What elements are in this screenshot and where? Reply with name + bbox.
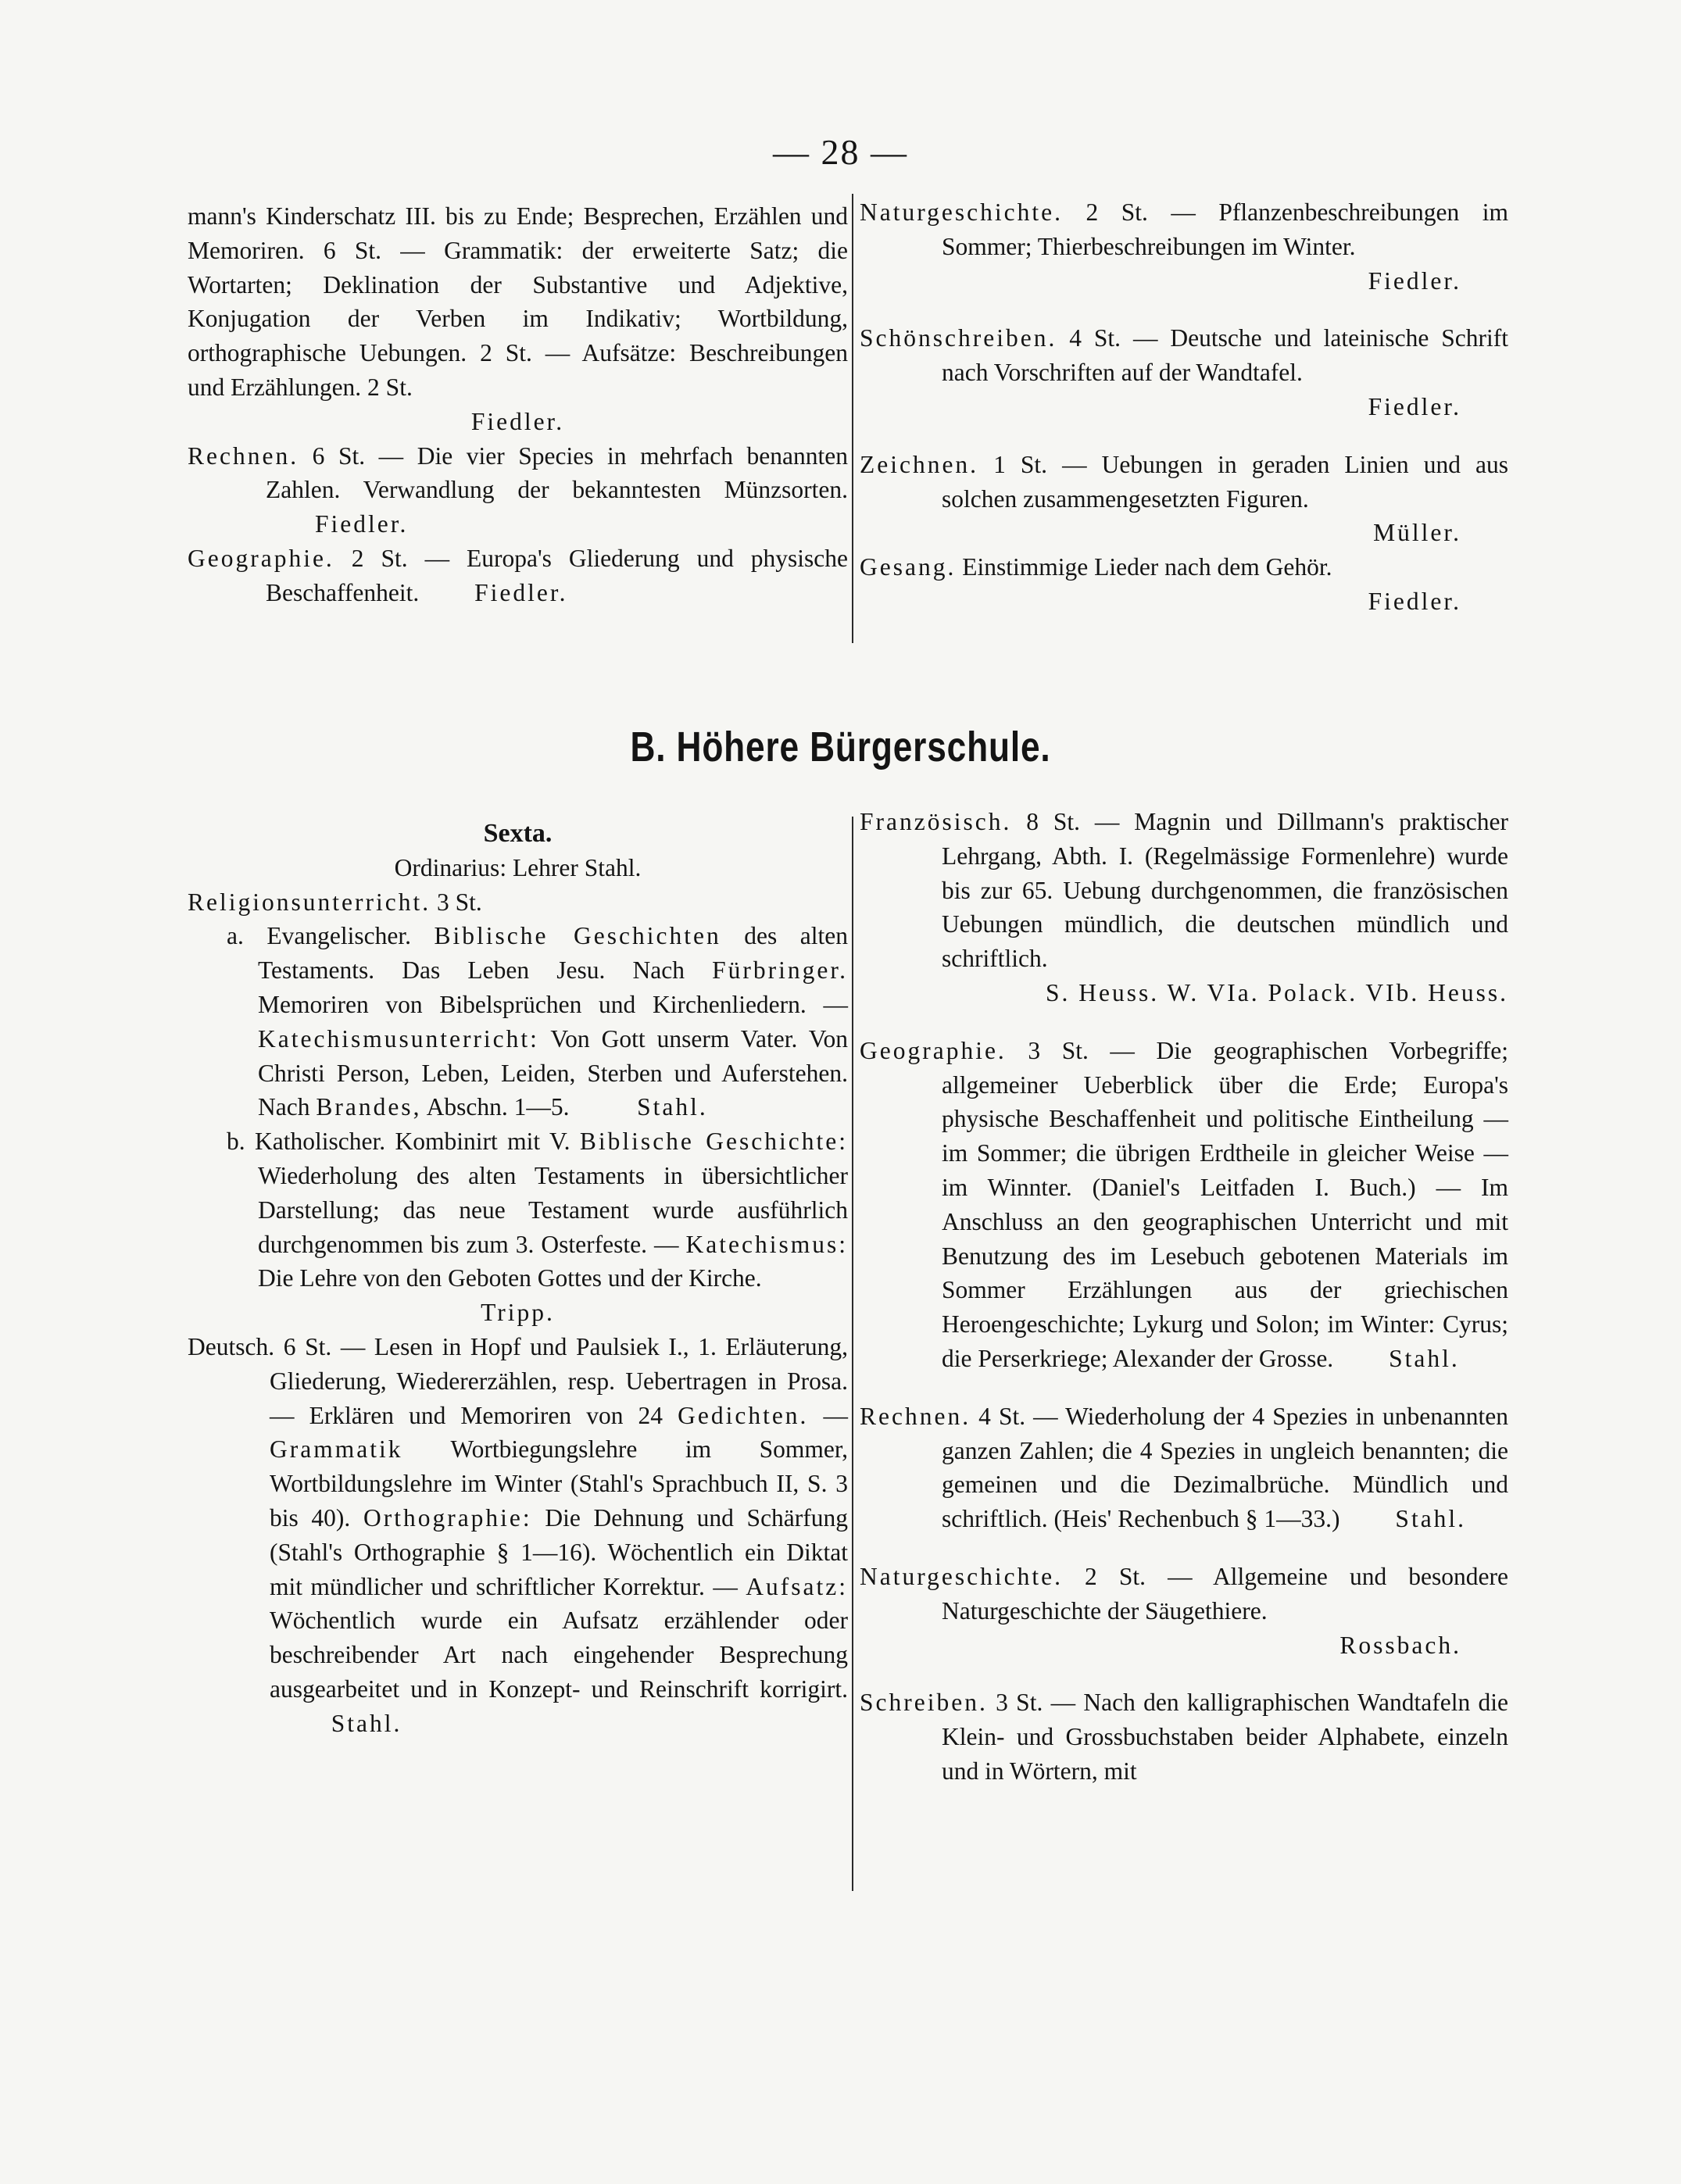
section-title: B. Höhere Bürgerschule. — [630, 724, 1051, 770]
signature: Fiedler. — [474, 578, 568, 606]
signature: S. Heuss. W. VIa. Polack. VIb. Heuss. — [1046, 978, 1508, 1006]
signature: Fiedler. — [1368, 587, 1461, 615]
religion-heading: Religionsunterricht. 3 St. — [188, 888, 482, 916]
class-title: Sexta. — [483, 819, 553, 848]
signature: Stahl. — [1395, 1505, 1467, 1533]
subject-heading: Naturgeschichte. — [860, 1562, 1063, 1590]
top-left-column — [188, 199, 848, 610]
rechnen-entry: Rechnen. 4 St. — Wiederholung der 4 Spezies in unbenannten ganzen Zahlen; die 4 Spezies in ungleich benannten; die gemeinen und die Dezimalbrüche. Mündlich und schriftlich. (Heis' Rechenbuch § 1—33.) Stahl. — [860, 1402, 1508, 1533]
zeichnen-entry: Zeichnen. 1 St. — Uebungen in geraden Linien und aus solchen zusammengesetzten Figuren. — [860, 450, 1508, 513]
signature: Stahl. — [331, 1709, 402, 1737]
subject-heading: Geographie. — [860, 1036, 1007, 1064]
continued-text: mann's Kinderschatz III. bis zu Ende; Besprechen, Erzählen und Memoriren. 6 St. — Grammatik: der erweiterte Satz; die Wortarten; Deklination der Substantive und Adjektive, Konjugation der Verben im Indikativ; Wortbildung, orthographische Uebungen. 2 St. — Aufsätze: Beschreibungen und Erzählungen. 2 St. — [188, 202, 848, 401]
subject-heading: Naturgeschichte. — [860, 198, 1063, 226]
geographie-entry: Geographie. 2 St. — Europa's Gliederung und physische Beschaffenheit. Fiedler. — [188, 544, 849, 606]
signature: Fiedler. — [315, 510, 409, 538]
deutsch-entry: Deutsch. 6 St. — Lesen in Hopf und Paulsiek I., 1. Erläuterung, Gliederung, Wiedererzählen, resp. Uebertragen in Prosa. — Erklären und Memoriren von 24 Gedichten. — Grammatik Wortbiegungslehre im Sommer, Wortbildungslehre im Winter (Stahl's Sprachbuch II, S. 3 bis 40). Orthographie: Die Dehnung und Schärfung (Stahl's Orthographie § 1—16). Wöchentlich ein Diktat mit mündlicher und schriftlicher Korrektur. — Aufsatz: Wöchentlich wurde ein Aufsatz erzählender oder beschreibender Art nach eingehender Besprechung ausgearbeitet und in Konzept- und Reinschrift korrigirt. Stahl. — [188, 1332, 849, 1737]
schreiben-entry: Schreiben. 3 St. — Nach den kalligraphischen Wandtafeln die Klein- und Grossbuchstaben beider Alphabete, einzeln und in Wörtern, mit — [860, 1689, 1509, 1785]
subject-heading: Rechnen. — [860, 1402, 971, 1430]
signature: Stahl. — [637, 1093, 708, 1121]
column-divider-top — [852, 194, 853, 643]
bottom-right-column — [860, 805, 1508, 1789]
schoenschreiben-entry: Schönschreiben. 4 St. — Deutsche und lateinische Schrift nach Vorschriften auf der Wandtafel. — [860, 324, 1508, 387]
geographie-entry: Geographie. 3 St. — Die geographischen Vorbegriffe; allgemeiner Ueberblick über die Erde; Europa's physische Beschaffenheit und politische Eintheilung — im Sommer; die übrigen Erdtheile in gleicher Weise — im Winnter. (Daniel's Leitfaden I. Buch.) — Im Anschluss an den geographischen Unterricht und mit Benutzung des im Lesebuch gebotenen Materials im Sommer Erzählungen aus der griechischen Heroengeschichte; Lykurg und Solon; im Winter: Cyrus; die Perserkriege; Alexander der Grosse. Stahl. — [860, 1036, 1509, 1372]
column-divider-bottom — [852, 817, 853, 1891]
bottom-left-column — [188, 817, 848, 1741]
subject-heading: Gesang. — [860, 553, 957, 581]
signature: Tripp. — [481, 1299, 555, 1327]
ordinarius: Ordinarius: Lehrer Stahl. — [394, 853, 642, 881]
signature: Rossbach. — [1339, 1631, 1461, 1659]
naturgeschichte-entry: Naturgeschichte. 2 St. — Pflanzenbeschreibungen im Sommer; Thierbeschreibungen im Winter. — [860, 198, 1508, 260]
franzoesisch-entry: Französisch. 8 St. — Magnin und Dillmann's praktischer Lehrgang, Abth. I. (Regelmässige Formenlehre) wurde bis zur 65. Uebung durchgenommen, die französischen Uebungen mündlich, die deutschen mündlich und schriftlich. — [860, 808, 1509, 973]
subject-heading: Zeichnen. — [860, 450, 979, 478]
religion-evangelisch: a. Evangelischer. Biblische Geschichten des alten Testaments. Das Leben Jesu. Nach Fürbringer. Memoriren von Bibelsprüchen und Kirchenliedern. — Katechismusunterricht: Von Gott unserm Vater. Von Christi Person, Leben, Leiden, Sterben und Auferstehen. Nach Brandes, Abschn. 1—5. Stahl. — [227, 922, 849, 1121]
signature: Müller. — [1373, 519, 1461, 547]
gesang-entry: Gesang. Einstimmige Lieder nach dem Gehör. — [860, 553, 1332, 581]
subject-heading: Geographie. — [188, 544, 334, 572]
top-right-column — [860, 195, 1508, 619]
signature: Stahl. — [1389, 1344, 1460, 1372]
religion-katholisch: b. Katholischer. Kombinirt mit V. Biblische Geschichte: Wiederholung des alten Testaments in übersichtlicher Darstellung; das neue Testament wurde ausführlich durchgenommen bis zum 3. Osterfeste. — Katechismus: Die Lehre von den Geboten Gottes und der Kirche. — [227, 1128, 849, 1292]
subject-heading: Deutsch. — [188, 1332, 275, 1360]
subject-heading: Schreiben. — [860, 1689, 988, 1717]
page-number: — 28 — — [773, 132, 908, 172]
subject-heading: Rechnen. — [188, 441, 299, 470]
subject-heading: Französisch. — [860, 808, 1012, 835]
naturgeschichte-entry: Naturgeschichte. 2 St. — Allgemeine und besondere Naturgeschichte der Säugethiere. — [860, 1562, 1508, 1625]
signature: Fiedler. — [1368, 392, 1461, 420]
rechnen-entry: Rechnen. 6 St. — Die vier Species in mehrfach benannten Zahlen. Verwandlung der bekanntesten Münzsorten. Fiedler. — [188, 441, 849, 538]
signature: Fiedler. — [470, 407, 565, 435]
signature: Fiedler. — [1368, 266, 1461, 295]
subject-heading: Schönschreiben. — [860, 324, 1057, 352]
